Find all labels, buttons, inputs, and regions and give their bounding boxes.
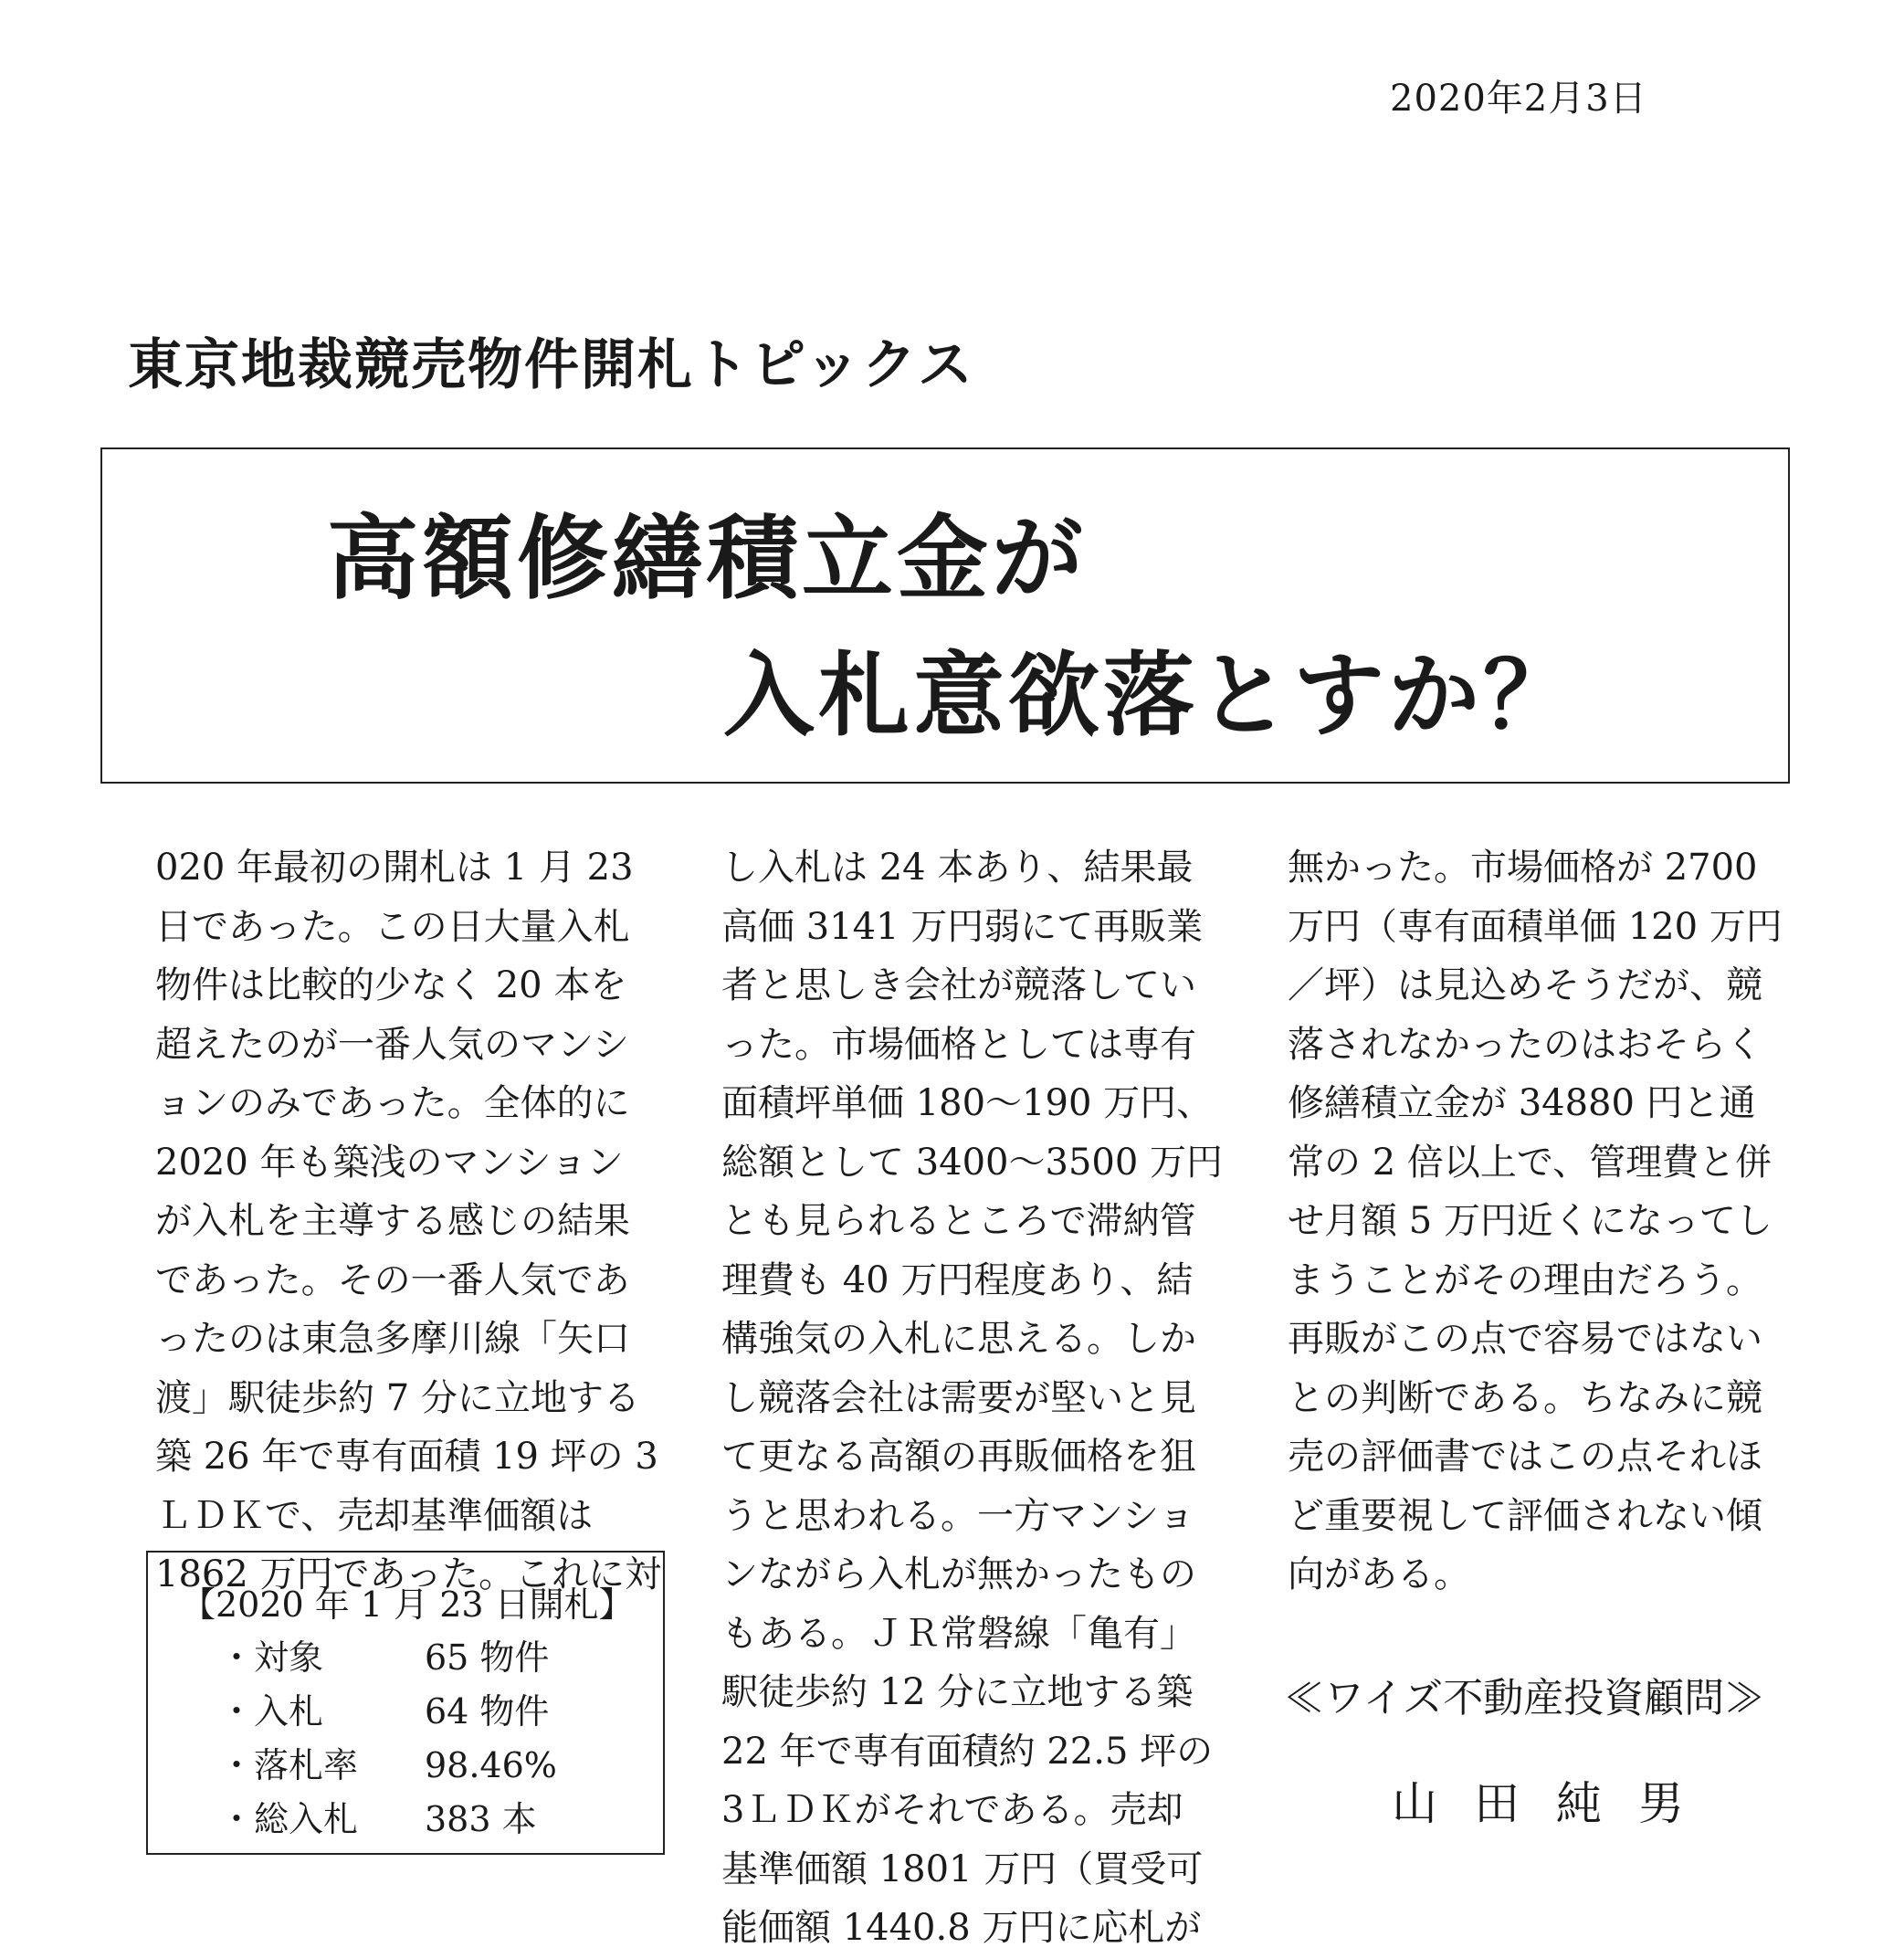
- text-line: もある。ＪＲ常磐線「亀有」: [721, 1612, 1196, 1655]
- summary-value: 383 本: [425, 1799, 537, 1839]
- text-line: 日であった。この日大量入札: [155, 905, 630, 948]
- summary-label: ・入札: [219, 1691, 324, 1732]
- author-name: 山田純男: [1392, 1777, 1720, 1830]
- text-line: 万円（専有面積単価 120 万円: [1288, 905, 1783, 948]
- text-line: 2020 年も築浅のマンション: [155, 1141, 624, 1184]
- summary-label: ・対象: [219, 1637, 324, 1678]
- summary-value: 65 物件: [425, 1637, 550, 1678]
- auction-summary-box: [146, 1551, 665, 1855]
- summary-title: 【2020 年 1 月 23 日開札】: [181, 1584, 634, 1625]
- text-line: ンながら入札が無かったもの: [721, 1553, 1196, 1595]
- text-line: 基準価額 1801 万円（買受可: [721, 1847, 1204, 1890]
- summary-row: [219, 1737, 557, 1790]
- article-date: 2020年2月3日: [1390, 78, 1647, 120]
- text-line: 向がある。: [1288, 1553, 1470, 1595]
- article-column-3: [1288, 838, 1783, 1605]
- article-column-2: [721, 838, 1223, 1958]
- text-line: が入札を主導する感じの結果: [155, 1200, 630, 1242]
- text-line: 1862 万円であった。これに対: [155, 1553, 662, 1595]
- firm-name: ≪ワイズ不動産投資顧問≫: [1284, 1675, 1765, 1721]
- text-line: 築 26 年で専有面積 19 坪の 3: [155, 1436, 658, 1478]
- text-line: ／坪）は見込めそうだが、競: [1288, 964, 1762, 1006]
- headline-line-1: 高額修繕積立金が: [327, 505, 1087, 612]
- text-line: とも見られるところで滞納管: [721, 1200, 1196, 1242]
- text-line: 総額として 3400～3500 万円: [721, 1141, 1224, 1184]
- text-line: 売の評価書ではこの点それほ: [1288, 1436, 1762, 1478]
- text-line: った。市場価格としては専有: [721, 1023, 1196, 1066]
- text-line: 020 年最初の開札は 1 月 23: [155, 847, 634, 889]
- summary-label: ・総入札: [219, 1799, 359, 1839]
- summary-value: 64 物件: [425, 1691, 550, 1732]
- text-line: て更なる高額の再販価格を狙: [721, 1436, 1196, 1478]
- text-line: 駅徒歩約 12 分に立地する築: [721, 1671, 1194, 1713]
- text-line: 能価額 1440.8 万円に応札が: [721, 1907, 1202, 1949]
- text-line: であった。その一番人気であ: [155, 1258, 630, 1301]
- section-subtitle: 東京地裁競売物件開札トピックス: [128, 333, 974, 397]
- text-line: 3ＬＤＫがそれである。売却: [721, 1789, 1183, 1831]
- article-column-1: [155, 838, 661, 1605]
- text-line: 超えたのが一番人気のマンシ: [155, 1023, 629, 1066]
- text-line: 者と思しき会社が競落してい: [721, 964, 1196, 1006]
- summary-row: [219, 1629, 549, 1682]
- text-line: 高価 3141 万円弱にて再販業: [721, 905, 1204, 948]
- text-line: まうことがその理由だろう。: [1288, 1258, 1762, 1301]
- text-line: ョンのみであった。全体的に: [155, 1082, 630, 1124]
- headline-line-2: 入札意欲落とすか？: [723, 642, 1578, 749]
- summary-value: 98.46%: [425, 1745, 557, 1785]
- text-line: との判断である。ちなみに競: [1288, 1376, 1762, 1419]
- text-line: 無かった。市場価格が 2700: [1288, 847, 1758, 889]
- text-line: 再販がこの点で容易ではない: [1288, 1318, 1762, 1360]
- headline-box: [100, 447, 1790, 784]
- summary-row: [219, 1791, 537, 1844]
- text-line: うと思われる。一方マンショ: [721, 1494, 1195, 1537]
- summary-row: [219, 1683, 549, 1736]
- text-line: せ月額 5 万円近くになってし: [1288, 1200, 1773, 1242]
- text-line: 落されなかったのはおそらく: [1288, 1023, 1762, 1066]
- text-line: 修繕積立金が 34880 円と通: [1288, 1082, 1756, 1124]
- text-line: 22 年で専有面積約 22.5 坪の: [721, 1730, 1214, 1773]
- text-line: 構強気の入札に思える。しか: [721, 1318, 1196, 1360]
- summary-label: ・落札率: [219, 1745, 359, 1785]
- text-line: ったのは東急多摩川線「矢口: [155, 1318, 630, 1360]
- text-line: 常の 2 倍以上で、管理費と併: [1288, 1141, 1773, 1184]
- text-line: 面積坪単価 180～190 万円、: [721, 1082, 1214, 1124]
- text-line: 理費も 40 万円程度あり、結: [721, 1258, 1194, 1301]
- text-line: 物件は比較的少なく 20 本を: [155, 964, 627, 1006]
- text-line: ど重要視して評価されない傾: [1288, 1494, 1762, 1537]
- text-line: し入札は 24 本あり、結果最: [721, 847, 1194, 889]
- text-line: し競落会社は需要が堅いと見: [721, 1376, 1196, 1419]
- text-line: 渡」駅徒歩約 7 分に立地する: [155, 1376, 640, 1419]
- text-line: ＬＤＫで、売却基準価額は: [155, 1494, 594, 1537]
